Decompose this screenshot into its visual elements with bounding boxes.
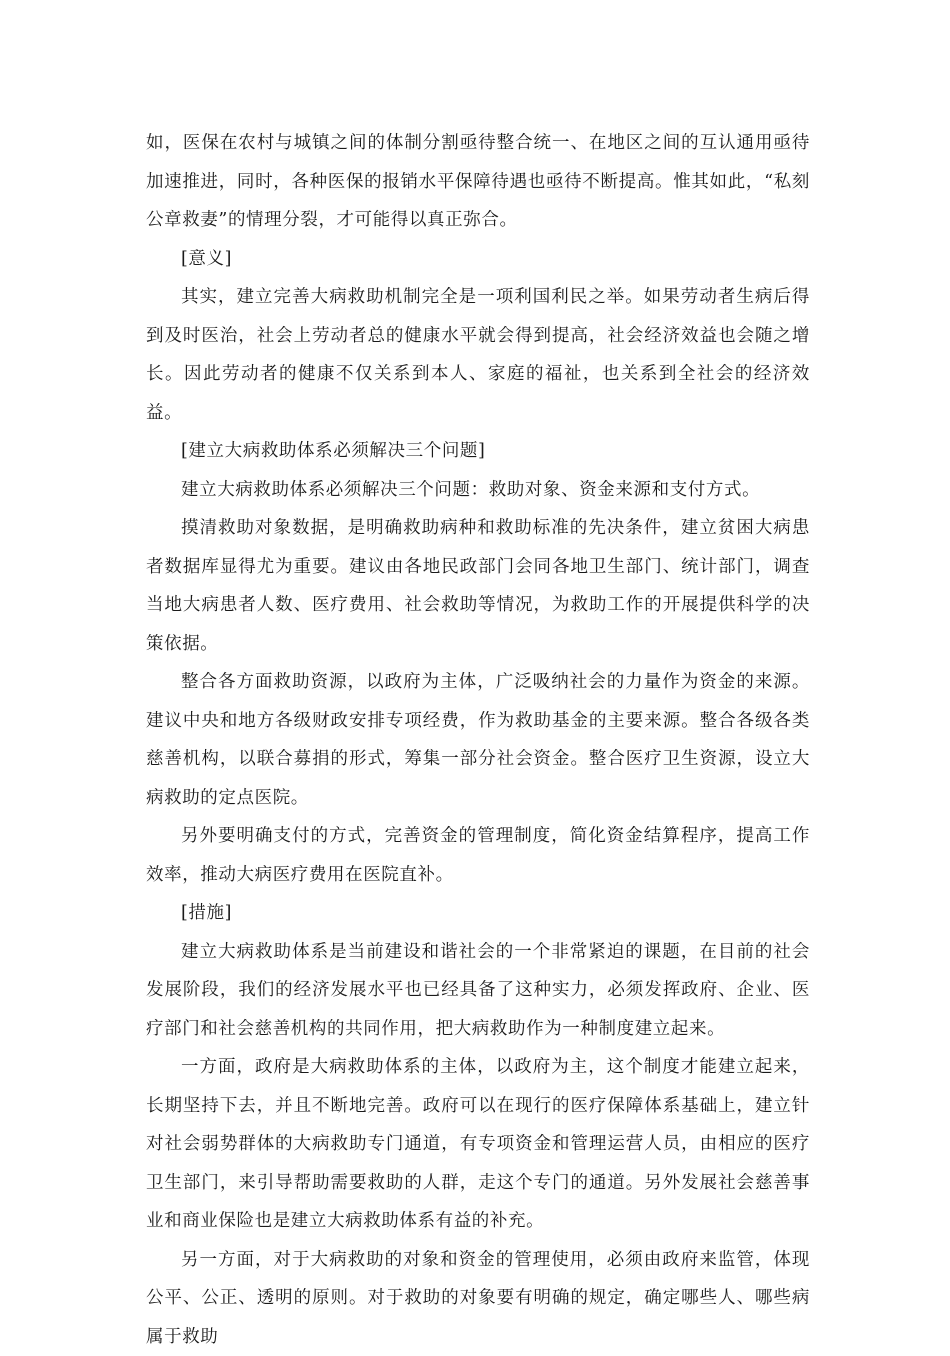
- paragraph-significance: 其实，建立完善大病救助机制完全是一项利国利民之举。如果劳动者生病后得到及时医治，社会上劳动者总的健康水平就会得到提高，社会经济效益也会随之增长。因此劳动者的健康不仅关系到本人、家庭的福祉，也关系到全社会的经济效益。: [146, 278, 810, 432]
- section-heading-three-problems: [建立大病救助体系必须解决三个问题]: [146, 432, 810, 471]
- paragraph-recipient-data: 摸清救助对象数据，是明确救助病种和救助标准的先决条件，建立贫困大病患者数据库显得尤为重要。建议由各地民政部门会同各地卫生部门、统计部门，调查当地大病患者人数、医疗费用、社会救助等情况，为救助工作的开展提供科学的决策依据。: [146, 509, 810, 663]
- paragraph-funding-sources: 整合各方面救助资源，以政府为主体，广泛吸纳社会的力量作为资金的来源。建议中央和地方各级财政安排专项经费，作为救助基金的主要来源。整合各级各类慈善机构，以联合募捐的形式，筹集一部分社会资金。整合医疗卫生资源，设立大病救助的定点医院。: [146, 663, 810, 817]
- document-body: [146, 124, 810, 1356]
- section-heading-significance: [意义]: [146, 240, 810, 279]
- section-heading-measures: [措施]: [146, 894, 810, 933]
- paragraph-measures-intro: 建立大病救助体系是当前建设和谐社会的一个非常紧迫的课题，在目前的社会发展阶段，我们的经济发展水平也已经具备了这种实力，必须发挥政府、企业、医疗部门和社会慈善机构的共同作用，把大病救助作为一种制度建立起来。: [146, 933, 810, 1049]
- paragraph-continuation: 如，医保在农村与城镇之间的体制分割亟待整合统一、在地区之间的互认通用亟待加速推进，同时，各种医保的报销水平保障待遇也亟待不断提高。惟其如此，“私刻公章救妻”的情理分裂，才可能得以真正弥合。: [146, 124, 810, 240]
- paragraph-three-problems-summary: 建立大病救助体系必须解决三个问题：救助对象、资金来源和支付方式。: [146, 471, 810, 510]
- paragraph-payment-method: 另外要明确支付的方式，完善资金的管理制度，简化资金结算程序，提高工作效率，推动大病医疗费用在医院直补。: [146, 817, 810, 894]
- paragraph-government-role: 一方面，政府是大病救助体系的主体，以政府为主，这个制度才能建立起来，长期坚持下去，并且不断地完善。政府可以在现行的医疗保障体系基础上，建立针对社会弱势群体的大病救助专门通道，有专项资金和管理运营人员，由相应的医疗卫生部门，来引导帮助需要救助的人群，走这个专门的通道。另外发展社会慈善事业和商业保险也是建立大病救助体系有益的补充。: [146, 1048, 810, 1241]
- paragraph-supervision: 另一方面，对于大病救助的对象和资金的管理使用，必须由政府来监管，体现公平、公正、透明的原则。对于救助的对象要有明确的规定，确定哪些人、哪些病属于救助: [146, 1241, 810, 1356]
